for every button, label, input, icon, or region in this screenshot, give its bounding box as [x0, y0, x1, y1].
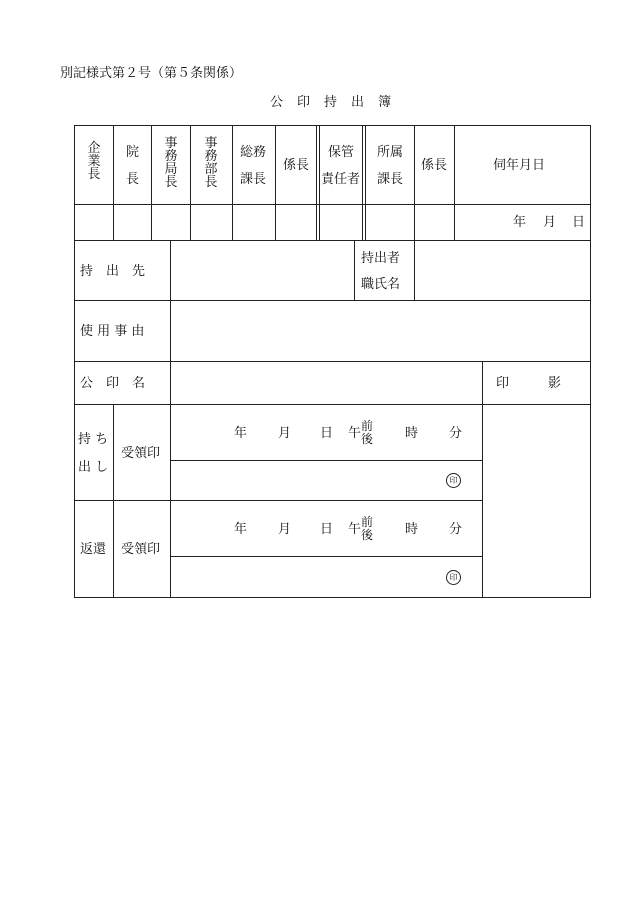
- return-seal-icon: 印: [446, 570, 461, 585]
- takeout-label-2: 出 し: [78, 460, 109, 475]
- header-hokan-2: 責任者: [321, 172, 361, 187]
- return-month: 月: [278, 522, 292, 537]
- destination-label: 持 出 先: [80, 264, 146, 279]
- vertical-char: 務: [164, 149, 178, 164]
- header-somu-1: 総務: [240, 145, 267, 160]
- holder-label-2: 職氏名: [361, 277, 401, 292]
- return-hour: 時: [405, 522, 419, 537]
- return-label: 返還: [80, 542, 107, 557]
- takeout-year: 年: [234, 426, 248, 441]
- header-jimukyokucho: [164, 137, 178, 189]
- vertical-char: 長: [87, 167, 101, 182]
- takeout-label-1: 持 ち: [78, 432, 109, 447]
- return-minute: 分: [449, 522, 463, 537]
- takeout-minute: 分: [449, 426, 463, 441]
- vertical-char: 部: [204, 162, 218, 177]
- return-year: 年: [234, 522, 248, 537]
- title-char: 出: [351, 95, 365, 110]
- takeout-ampm-mid: 午: [348, 426, 362, 441]
- reason-label: 使 用 事 由: [80, 324, 145, 339]
- return-ampm: 前 後: [361, 515, 374, 542]
- title-char: 簿: [378, 95, 392, 110]
- seal-impression-label: 印 影: [496, 376, 562, 391]
- header-kigyocho: [87, 142, 101, 181]
- vertical-char: 長: [164, 175, 178, 190]
- vertical-char: 長: [204, 175, 218, 190]
- title-char: 公: [270, 95, 284, 110]
- header-kakaricho-1: 係長: [283, 158, 310, 173]
- date-day: 日: [572, 215, 586, 230]
- header-somu-2: 課長: [240, 172, 267, 187]
- date-year: 年: [513, 215, 527, 230]
- vertical-char: 務: [204, 149, 218, 164]
- header-ukagai-date: 伺年月日: [493, 158, 546, 173]
- takeout-ampm: 前 後: [361, 419, 374, 446]
- date-month: 月: [543, 215, 557, 230]
- vertical-char: 事: [164, 136, 178, 151]
- vertical-char: 事: [204, 136, 218, 151]
- vertical-char: 業: [87, 154, 101, 169]
- header-hokan-1: 保管: [328, 145, 355, 160]
- header-kakaricho-2: 係長: [421, 158, 448, 173]
- header-shozoku-1: 所属: [377, 145, 404, 160]
- vertical-char: 企: [87, 141, 101, 156]
- title-char: 持: [324, 95, 338, 110]
- return-day: 日: [320, 522, 334, 537]
- takeout-month: 月: [278, 426, 292, 441]
- header-shozoku-2: 課長: [377, 172, 404, 187]
- document-title: [270, 91, 405, 110]
- form-label: 別記様式第２号（第５条関係）: [60, 66, 243, 81]
- takeout-hour: 時: [405, 426, 419, 441]
- takeout-seal-icon: 印: [446, 473, 461, 488]
- header-jimubucho: [204, 137, 218, 189]
- takeout-receipt-label: 受領印: [121, 446, 161, 461]
- header-inchou-2: 長: [126, 172, 140, 187]
- holder-label-1: 持出者: [361, 251, 401, 266]
- takeout-day: 日: [320, 426, 334, 441]
- return-receipt-label: 受領印: [121, 542, 161, 557]
- return-ampm-mid: 午: [348, 522, 362, 537]
- vertical-char: 局: [164, 162, 178, 177]
- header-inchou-1: 院: [126, 145, 140, 160]
- seal-name-label: 公 印 名: [80, 376, 146, 391]
- title-char: 印: [297, 95, 311, 110]
